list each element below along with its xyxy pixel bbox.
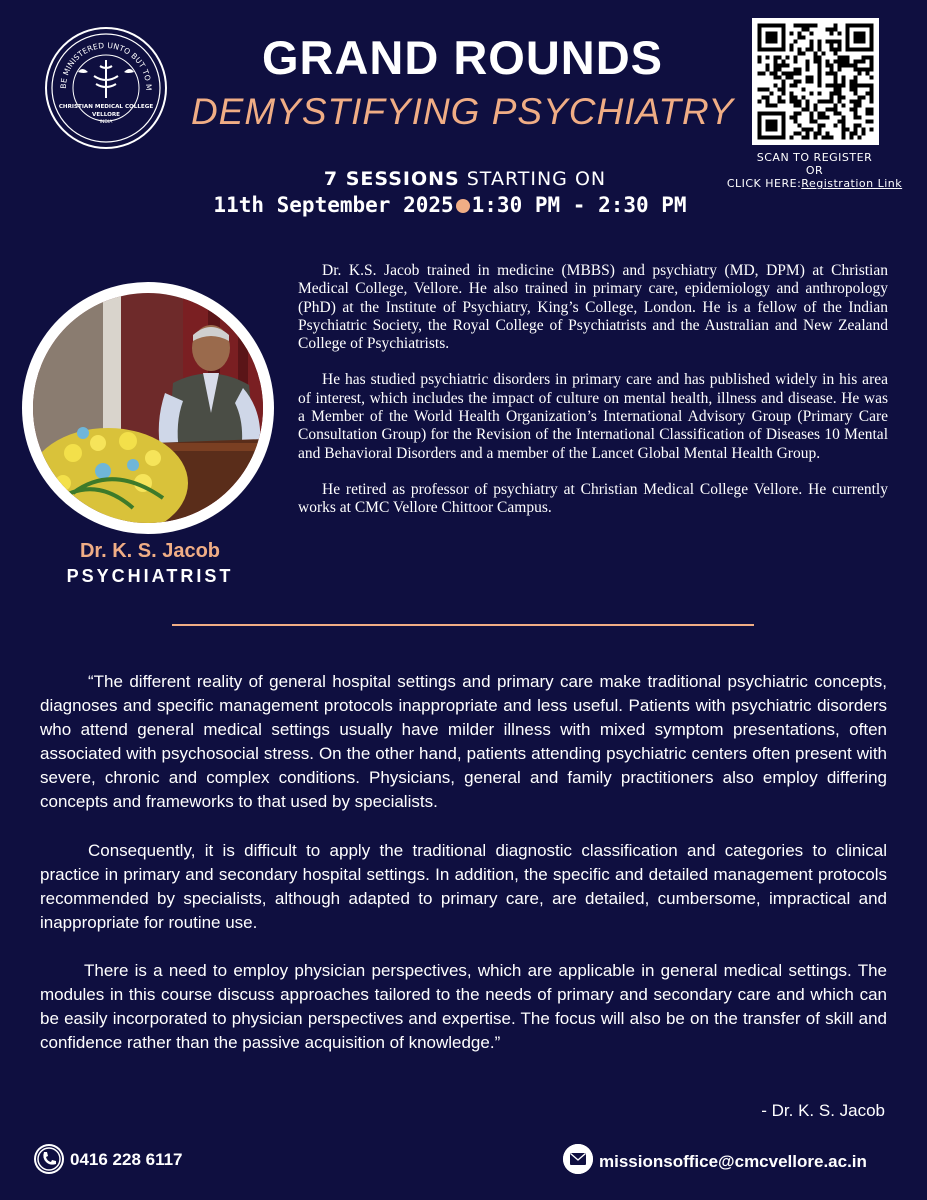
speaker-quote [40,670,887,1055]
speaker-role: PSYCHIATRIST [66,566,234,586]
svg-text:INDIA: INDIA [99,120,113,125]
session-datetime [150,193,750,217]
speaker-bio [298,262,888,536]
page-title: GRAND ROUNDS [261,31,664,84]
speaker-name: Dr. K. S. Jacob [79,540,221,562]
bio-paragraph: He retired as professor of psychiatry at Christian Medical College Vellore. He currently works at CMC Vellore Chittoor Campus. [298,480,888,517]
quote-paragraph: There is a need to employ physician perspectives, which are applicable in general medical settings. The modules in this course discuss approaches tailored to the needs of primary and secondary care and which can be easily incorporated to physician perspectives and expertise. The focus will also be on the transfer of skill and confidence rather than the passive acquisition of knowledge.” [40,960,887,1053]
page-subtitle: DEMYSTIFYING PSYCHIATRY [190,91,735,132]
contact-email[interactable]: missionsoffice@cmcvellore.ac.in [599,1152,867,1171]
sessions-info [160,168,770,190]
click-here-text: CLICK HERE: [726,177,802,190]
svg-text:VELLORE: VELLORE [92,112,120,118]
registration-link[interactable]: Registration Link [801,177,903,190]
registration-caption [712,151,917,190]
session-time: 1:30 PM - 2:30 PM [471,193,687,217]
college-logo [44,26,168,150]
quote-paragraph: Consequently, it is difficult to apply the traditional diagnostic classification and categories to clinical practice in primary and secondary hospital settings. In addition, the specific and detailed management protocols recommended by specialists, although adapted to primary care, are detailed, cumbersome, impractical and inappropriate for routine use. [40,840,887,932]
svg-text:NOT TO BE MINISTERED UNTO BUT: BE MINISTERED UNTO BUT TO M [58,40,154,91]
phone-icon [34,1144,64,1174]
bio-paragraph: He has studied psychiatric disorders in primary care and has published widely in his area of interest, which includes the impact of culture on mental health, illness and disease. He was a Member of the World Health Organization’s International Advisory Group (Primary Care Consultation Group) for the Revision of the International Classification of Diseases 10 Mental and Behavioral Disorders and a member of the Lancet Global Mental Health Group. [298,371,888,462]
contact-phone[interactable]: 0416 228 6117 [70,1150,183,1169]
speaker-photo [33,293,263,523]
or-text: OR [805,164,824,177]
registration-qr-code[interactable] [752,18,879,145]
mail-icon [563,1144,593,1174]
quote-paragraph: “The different reality of general hospital settings and primary care make traditional psychiatric concepts, diagnoses and specific management protocols inappropriate and less useful. Patients with psychiatric disorders who attend general medical settings usually have milder illness with mixed symptom presentations, often associated with psychosocial stress. On the other hand, patients attending psychiatric centers often present with severe, chronic and complex conditions. Physicians, general and family practitioners also employ differing concepts and frameworks to that used by specialists. [40,672,887,812]
session-date: 11th September 2025 [213,193,454,217]
sessions-starting: STARTING ON [466,168,607,190]
quote-author: - Dr. K. S. Jacob [761,1101,885,1120]
scan-to-register-text: SCAN TO REGISTER [756,151,873,164]
svg-text:CHRISTIAN MEDICAL COLLEGE: CHRISTIAN MEDICAL COLLEGE [58,104,154,110]
bio-paragraph: Dr. K.S. Jacob trained in medicine (MBBS) and psychiatry (MD, DPM) at Christian Medical College, Vellore. He also trained in primary care, epidemiology and anthropology (PhD) at the Institute of Psychiatry, King’s College, London. He is a fellow of the Indian Psychiatric Society, the Royal College of Psychiatrists and the Australian and New Zealand College of Psychiatrists. [298,262,888,353]
section-divider [172,624,754,626]
sessions-count: 7 SESSIONS [323,168,460,190]
separator-dot [456,199,470,213]
